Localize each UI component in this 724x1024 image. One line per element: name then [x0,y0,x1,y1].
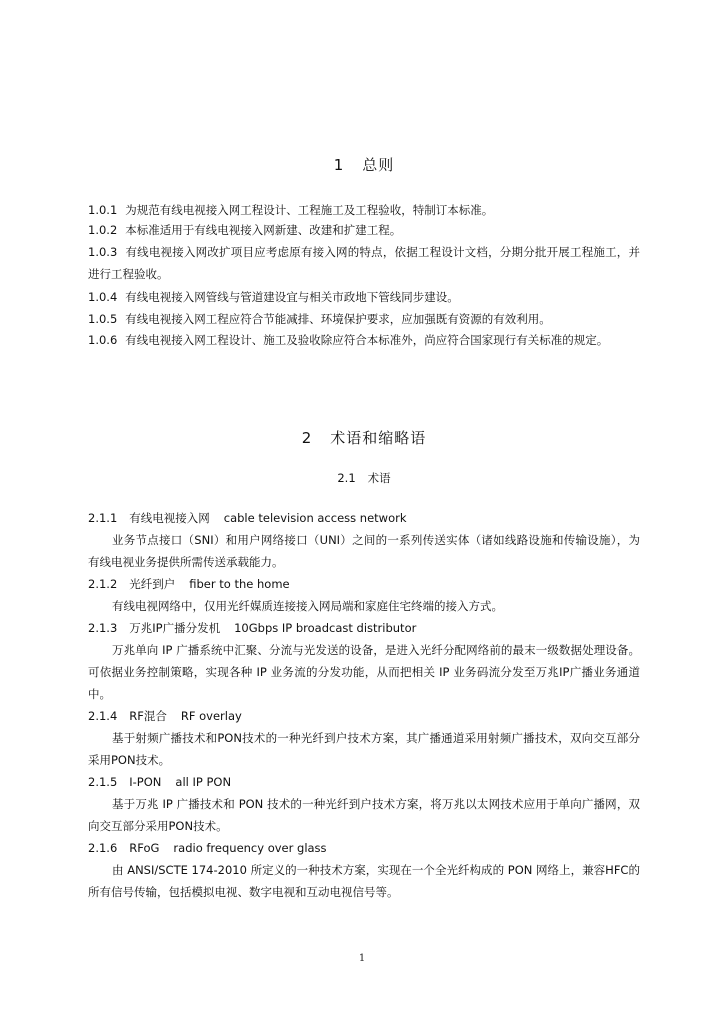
clause-1-0-4 [88,286,640,308]
term-definition-2-1-6: 由 ANSI/SCTE 174-2010 所定义的一种技术方案，实现在一个全光纤构成的 PON 网络上，兼容HFC的所有信号传输，包括模拟电视、数字电视和互动电视信号等。 [88,863,640,899]
term-chinese: 光纤到户 [129,577,176,591]
term-heading-2-1-2 [88,573,640,595]
clause-number: 2.1.6 [88,841,118,855]
clause-text: 本标准适用于有线电视接入网新建、改建和扩建工程。 [125,223,402,237]
term-english: RF overlay [180,709,242,723]
clause-number: 1.0.3 [88,245,118,259]
term-heading-2-1-6 [88,837,640,859]
chapter-2-title [88,427,640,448]
term-english: cable television access network [223,511,407,525]
clause-text: 为规范有线电视接入网工程设计、工程施工及工程验收，特制订本标准。 [125,203,494,217]
chapter-1-title [88,154,640,175]
section-2-1-title [88,470,640,486]
clause-text: 有线电视接入网改扩项目应考虑原有接入网的特点，依据工程设计文档，分期分批开展工程施工，并进行工程验收。 [88,245,640,281]
clause-text: 有线电视接入网工程应符合节能减排、环境保护要求，应加强既有资源的有效利用。 [125,312,551,326]
term-definition-2-1-4: 基于射频广播技术和PON技术的一种光纤到户技术方案，其广播通道采用射频广播技术，双向交互部分采用PON技术。 [88,731,640,767]
term-heading-2-1-5 [88,771,640,793]
clause-number: 1.0.6 [88,333,118,347]
term-chinese: I-PON [129,775,162,789]
clause-number: 1.0.4 [88,290,118,304]
clause-number: 2.1.2 [88,577,118,591]
page-number: 1 [358,953,366,964]
clause-1-0-3 [88,241,640,285]
term-definition-2-1-2: 有线电视网络中，仅用光纤媒质连接接入网局端和家庭住宅终端的接入方式。 [112,599,503,613]
term-definition-2-1-1: 业务节点接口（SNI）和用户网络接口（UNI）之间的一系列传送实体（诸如线路设施和传输设施），为有线电视业务提供所需传送承载能力。 [88,533,640,569]
clause-1-0-2 [88,219,640,241]
term-heading-2-1-1 [88,507,640,529]
chapter-number: 1 [333,156,345,174]
clause-number: 2.1.1 [88,511,118,525]
term-chinese: 万兆IP广播分发机 [129,621,221,635]
clause-number: 1.0.2 [88,223,118,237]
clause-number: 2.1.3 [88,621,118,635]
term-english: 10Gbps IP broadcast distributor [234,621,417,635]
term-definition-2-1-5: 基于万兆 IP 广播技术和 PON 技术的一种光纤到户技术方案，将万兆以太网技术应用于单向广播网，双向交互部分采用PON技术。 [88,797,640,833]
clause-text: 有线电视接入网管线与管道建设宜与相关市政地下管线同步建设。 [125,290,459,304]
chapter-number: 2 [301,429,313,447]
chapter-title-text: 总则 [362,156,395,174]
clause-number: 1.0.5 [88,312,118,326]
chapter-title-text: 术语和缩略语 [330,429,427,447]
term-heading-2-1-3 [88,617,640,639]
clause-number: 2.1.5 [88,775,118,789]
term-chinese: RF混合 [129,709,167,723]
clause-1-0-5 [88,308,640,330]
term-heading-2-1-4 [88,705,640,727]
clause-1-0-1 [88,199,640,221]
term-definition-2-1-3: 万兆单向 IP 广播系统中汇聚、分流与光发送的设备，是进入光纤分配网络前的最末一级数据处理设备。可依据业务控制策略，实现各种 IP 业务流的分发功能，从而把相关 IP 业务码流分发至万兆IP广播业务通道中。 [88,643,640,701]
term-chinese: 有线电视接入网 [129,511,210,525]
clause-text: 有线电视接入网工程设计、施工及验收除应符合本标准外，尚应符合国家现行有关标准的规定。 [125,333,609,347]
clause-1-0-6 [88,329,640,351]
term-english: all IP PON [175,775,232,789]
term-english: radio frequency over glass [173,841,327,855]
clause-number: 1.0.1 [88,203,118,217]
clause-number: 2.1.4 [88,709,118,723]
section-number: 2.1 [337,471,356,485]
section-title-text: 术语 [367,471,391,485]
term-english: fiber to the home [189,577,290,591]
term-chinese: RFoG [129,841,160,855]
